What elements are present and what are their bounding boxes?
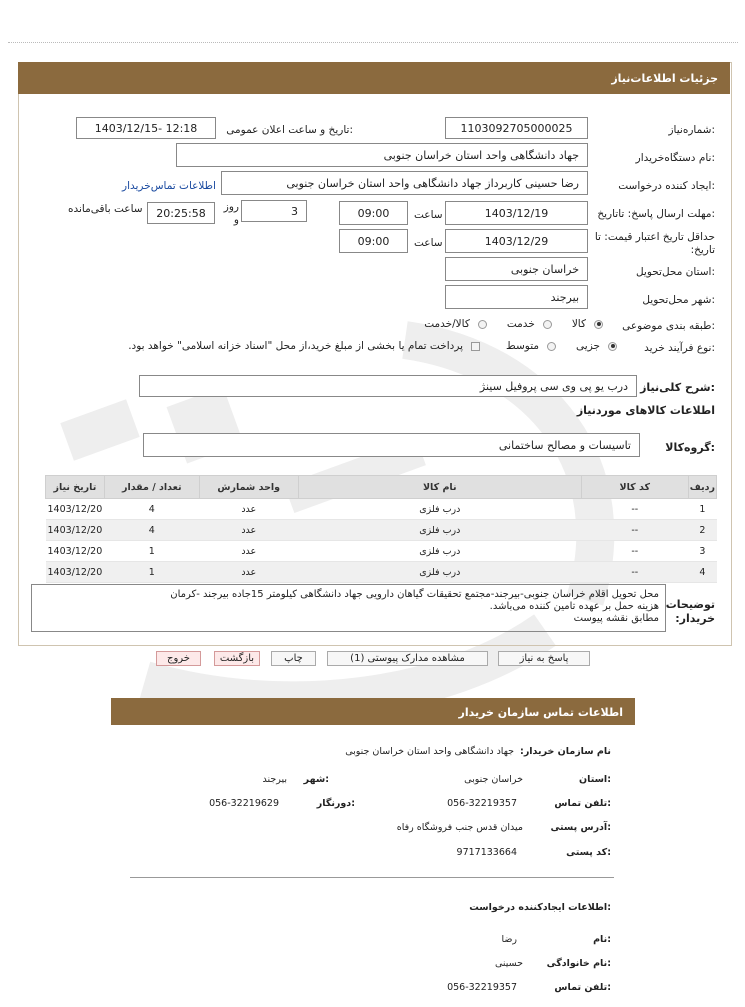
creator-field: رضا حسینی کاربرداز جهاد دانشگاهی واحد استان خراسان جنوبی	[221, 171, 588, 195]
cell-row: 2	[688, 520, 716, 541]
attachments-button[interactable]: مشاهده مدارک پیوستی (1)	[327, 651, 488, 666]
remaining-label: ساعت باقی‌مانده	[68, 203, 143, 215]
cell-row: 1	[688, 499, 716, 520]
city-label: شهر محل‌تحویل:	[642, 294, 715, 306]
cell-date: 1403/12/20	[46, 499, 105, 520]
creator-name-value: رضا	[501, 934, 517, 945]
keyword-label: شرح کلی‌نیاز:	[640, 381, 715, 394]
reply-button[interactable]: پاسخ به نیاز	[498, 651, 590, 666]
items-table	[45, 475, 717, 583]
price-validity-time-label: ساعت	[414, 237, 443, 249]
need-number-field: 1103092705000025	[445, 117, 588, 139]
contact-org-row	[345, 746, 611, 757]
category-goods-radio[interactable]	[594, 320, 603, 329]
creator-phone-label: تلفن تماس:	[554, 982, 611, 993]
cell-qty: 4	[104, 499, 199, 520]
process-medium-radio[interactable]	[547, 342, 556, 351]
cell-name: درب فلزی	[298, 520, 581, 541]
remaining-time-field: 20:25:58	[147, 202, 215, 224]
items-table-wrapper	[45, 475, 717, 583]
goods-info-label: اطلاعات کالاهای موردنیاز	[576, 404, 715, 417]
contact-org-label: نام سازمان خریدار:	[520, 746, 611, 757]
need-details-header	[18, 62, 730, 94]
price-validity-date-field: 1403/12/29	[445, 229, 588, 253]
treasury-payment-note: پرداخت تمام یا بخشی از مبلغ خرید،از محل "اسناد خزانه اسلامی" خواهد بود.	[128, 340, 464, 352]
table-row	[46, 520, 717, 541]
cell-date: 1403/12/20	[46, 520, 105, 541]
col-date: تاریخ نیاز	[46, 476, 105, 499]
cell-code: --	[581, 499, 688, 520]
goods-group-field: تاسیسات و مصالح ساختمانی	[143, 433, 640, 457]
category-goods-label: کالا	[571, 318, 586, 330]
contact-phone-value: 056-32219357	[447, 798, 517, 809]
city-field: بیرجند	[445, 285, 588, 309]
cell-row: 4	[688, 562, 716, 583]
contact-city-value: بیرجند	[262, 774, 287, 785]
creator-family-value: حسینی	[495, 958, 523, 969]
process-radio-group	[105, 340, 617, 352]
days-label: روز و	[223, 201, 239, 226]
table-row	[46, 562, 717, 583]
print-button[interactable]: چاپ	[271, 651, 316, 666]
buyer-note-line: مطابق نقشه پیوست	[573, 613, 659, 624]
days-field: 3	[241, 200, 307, 222]
creator-phone-value: 056-32219357	[447, 982, 517, 993]
cell-unit: عدد	[199, 541, 298, 562]
contact-address-value: میدان قدس جنب فروشگاه رفاه	[396, 822, 523, 833]
contact-phone-label: تلفن تماس:	[554, 798, 611, 809]
category-radio-group	[420, 318, 603, 330]
process-minor-radio[interactable]	[608, 342, 617, 351]
col-name: نام کالا	[298, 476, 581, 499]
price-validity-time-field: 09:00	[339, 229, 408, 253]
cell-date: 1403/12/20	[46, 562, 105, 583]
cell-qty: 1	[104, 562, 199, 583]
goods-group-label: گروه‌کالا:	[665, 441, 715, 454]
creator-label: ایجاد کننده درخواست:	[618, 180, 715, 192]
announce-label: تاریخ و ساعت اعلان عمومی:	[226, 124, 353, 136]
table-row	[46, 499, 717, 520]
contact-header	[111, 698, 635, 725]
price-validity-label: حداقل تاریخ اعتبار قیمت: تا تاریخ:	[594, 231, 715, 256]
contact-address-label: آدرس پستی:	[550, 822, 611, 833]
contact-postal-label: کد پستی:	[566, 847, 611, 858]
process-medium-label: متوسط	[506, 340, 540, 352]
col-row: ردیف	[688, 476, 716, 499]
category-service-label: خدمت	[506, 318, 535, 330]
process-label: نوع فرآیند خرید:	[644, 342, 715, 354]
buyer-org-field: جهاد دانشگاهی واحد استان خراسان جنوبی	[176, 143, 588, 167]
contact-fax-label: دورنگار:	[316, 798, 355, 809]
province-field: خراسان جنوبی	[445, 257, 588, 281]
cell-qty: 1	[104, 541, 199, 562]
cell-name: درب فلزی	[298, 499, 581, 520]
cell-code: --	[581, 520, 688, 541]
cell-name: درب فلزی	[298, 541, 581, 562]
treasury-payment-checkbox[interactable]	[471, 342, 480, 351]
buyer-org-label: نام دستگاه‌خریدار:	[635, 152, 715, 164]
contact-divider	[130, 877, 614, 878]
cell-row: 3	[688, 541, 716, 562]
cell-code: --	[581, 541, 688, 562]
cell-qty: 4	[104, 520, 199, 541]
cell-name: درب فلزی	[298, 562, 581, 583]
province-label: استان محل‌تحویل:	[635, 266, 715, 278]
need-details-title: جزئیات اطلاعات‌نیاز	[611, 72, 718, 85]
contact-fax-value: 056-32219629	[209, 798, 279, 809]
col-unit: واحد شمارش	[199, 476, 298, 499]
keyword-field: درب یو پی وی سی پروفیل سینژ	[139, 375, 637, 397]
cell-unit: عدد	[199, 520, 298, 541]
need-number-label: شماره‌نیاز:	[668, 124, 715, 136]
announce-field: 1403/12/15- 12:18	[76, 117, 216, 139]
items-table-header-row	[46, 476, 717, 499]
col-code: کد کالا	[581, 476, 688, 499]
contact-postal-value: 9717133664	[456, 847, 517, 858]
contact-city-label: شهر:	[303, 774, 329, 785]
deadline-time-label: ساعت	[414, 209, 443, 221]
buyer-note-line: محل تحویل اقلام خراسان جنوبی-بیرجند-مجتمع تحقیقات گیاهان دارویی جهاد دانشگاهی کیلومتر 15جاده بیرجند -کرمان	[170, 589, 659, 600]
buyer-notes-label: توضیحات خریدار:	[665, 598, 715, 625]
category-goods-service-radio[interactable]	[478, 320, 487, 329]
contact-org-value: جهاد دانشگاهی واحد استان خراسان جنوبی	[345, 746, 514, 757]
buyer-contact-link[interactable]: اطلاعات تماس‌خریدار	[122, 180, 216, 192]
table-row	[46, 541, 717, 562]
contact-province-label: استان:	[579, 774, 611, 785]
cell-code: --	[581, 562, 688, 583]
category-label: طبقه بندی موضوعی:	[622, 320, 715, 332]
creator-family-label: نام خانوادگی:	[546, 958, 611, 969]
category-service-radio[interactable]	[543, 320, 552, 329]
deadline-label: مهلت ارسال پاسخ: تاتاریخ:	[597, 208, 715, 220]
process-minor-label: جزیی	[576, 340, 600, 352]
buyer-notes-box	[31, 584, 666, 632]
exit-button[interactable]: خروج	[156, 651, 201, 666]
cell-date: 1403/12/20	[46, 541, 105, 562]
deadline-time-field: 09:00	[339, 201, 408, 225]
deadline-date-field: 1403/12/19	[445, 201, 588, 225]
category-goods-service-label: کالا/خدمت	[424, 318, 470, 330]
buyer-note-line: هزینه حمل بر عهده تامین کننده می‌باشد.	[489, 601, 659, 612]
cell-unit: عدد	[199, 499, 298, 520]
cell-unit: عدد	[199, 562, 298, 583]
contact-province-value: خراسان جنوبی	[464, 774, 523, 785]
back-button[interactable]: بازگشت	[214, 651, 260, 666]
creator-name-label: نام:	[593, 934, 611, 945]
top-divider	[8, 42, 738, 43]
contact-title: اطلاعات تماس سازمان خریدار	[458, 706, 623, 719]
col-qty: تعداد / مقدار	[104, 476, 199, 499]
creator-info-header: اطلاعات ایجادکننده درخواست:	[469, 902, 611, 913]
